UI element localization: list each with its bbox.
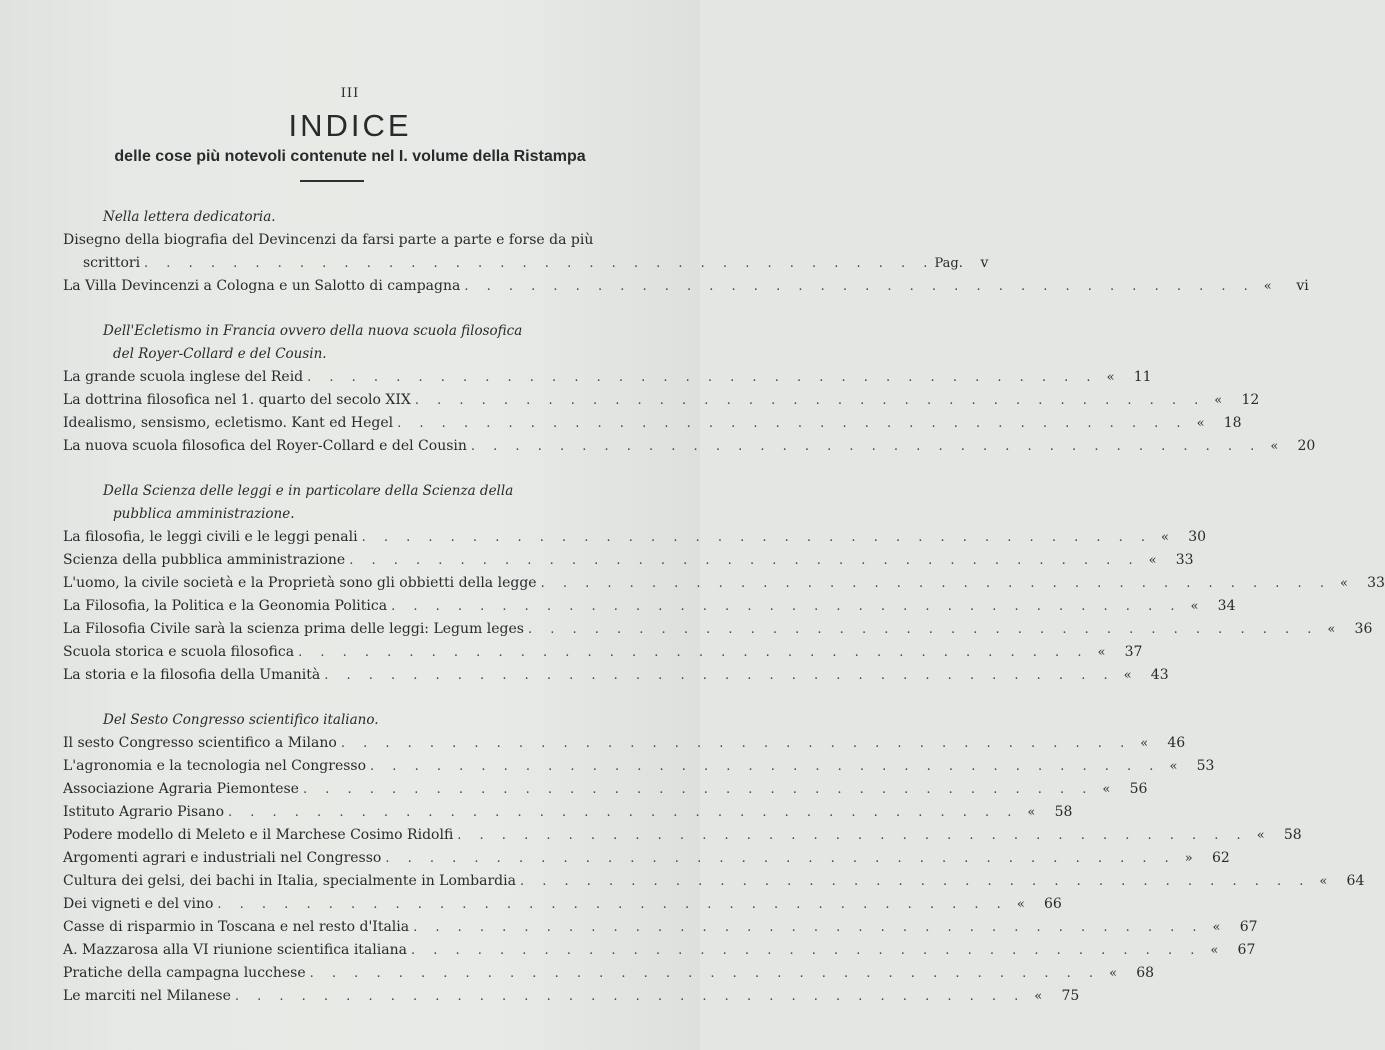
- leader-dots: . . . . . . . . . . . . . . . . . . . . . . . . . . . . . . . . . . . .: [414, 393, 1206, 408]
- page-ref: 12: [1241, 392, 1260, 408]
- entry-title: Scuola storica e scuola filosofica: [63, 644, 295, 660]
- toc-entry[interactable]: [63, 778, 1148, 801]
- page-prefix: «: [1256, 828, 1265, 843]
- page-ref: 20: [1297, 438, 1316, 454]
- page-prefix: «: [1210, 943, 1219, 958]
- entry-title: A. Mazzarosa alla VI riunione scientifica italiana: [63, 942, 407, 958]
- page-ref: v: [980, 255, 989, 271]
- entry-title: Casse di risparmio in Toscana e nel resto d'Italia: [63, 919, 410, 935]
- toc-entry[interactable]: [63, 664, 1169, 687]
- page-prefix: «: [1016, 897, 1025, 912]
- page-prefix: «: [1212, 920, 1221, 935]
- page-ref: 64: [1346, 873, 1365, 889]
- leader-dots: . . . . . . . . . . . . . . . . . . . . . . . . . . . . . . . . . . . .: [540, 576, 1331, 591]
- entry-title: Argomenti agrari e industriali nel Congresso: [63, 850, 382, 866]
- page-prefix: «: [1123, 668, 1132, 683]
- toc-entry[interactable]: [63, 847, 1230, 870]
- leader-dots: . . . . . . . . . . . . . . . . . . . . . . . . . . . . . . . . . . . .: [519, 874, 1311, 889]
- leader-dots: . . . . . . . . . . . . . . . . . . . . . . . . . . . . . . . . . . . .: [349, 553, 1140, 568]
- page-ref: 75: [1061, 988, 1080, 1004]
- section-heading-line: Nella lettera dedicatoria.: [103, 209, 276, 225]
- page-title: INDICE: [288, 108, 412, 143]
- page-ref: 30: [1188, 529, 1207, 545]
- page-prefix: «: [1270, 439, 1279, 454]
- toc-entry[interactable]: [63, 572, 1385, 595]
- section-heading-line: Del Sesto Congresso scientifico italiano.: [103, 712, 379, 728]
- page-ref: 66: [1043, 896, 1062, 912]
- page-prefix: «: [1339, 576, 1348, 591]
- leader-dots: . . . . . . . . . . . . . . . . . . . . . . . . . . . . . . . . . . . .: [228, 805, 1019, 820]
- leader-dots: . . . . . . . . . . . . . . . . . . . . . . . . . . . . . . . . . . . .: [144, 256, 935, 271]
- toc-entry[interactable]: [63, 641, 1143, 664]
- page-number: III: [340, 86, 360, 101]
- toc-entry[interactable]: [63, 893, 1062, 916]
- leader-dots: . . . . . . . . . . . . . . . . . . . . . . . . . . . . . . . . . . . .: [309, 966, 1101, 981]
- leader-dots: . . . . . . . . . . . . . . . . . . . . . . . . . . . . . . . . . . . .: [410, 943, 1202, 958]
- entry-title: Scienza della pubblica amministrazione: [63, 552, 346, 568]
- page-prefix: «: [1214, 393, 1223, 408]
- toc-entry[interactable]: [63, 435, 1316, 458]
- page-ref: 67: [1237, 942, 1256, 958]
- page-prefix: «: [1106, 370, 1115, 385]
- toc-section: [63, 480, 1385, 687]
- toc-entry[interactable]: [63, 549, 1194, 572]
- toc-entry[interactable]: [63, 252, 989, 275]
- leader-dots: . . . . . . . . . . . . . . . . . . . . . . . . . . . . . . . . . . . .: [298, 645, 1089, 660]
- leader-dots: . . . . . . . . . . . . . . . . . . . . . . . . . . . . . . . . . . . .: [464, 279, 1255, 294]
- page-ref: 11: [1133, 369, 1152, 385]
- toc-entry[interactable]: [63, 801, 1073, 824]
- page-ref: 53: [1196, 758, 1215, 774]
- section-heading: [63, 320, 603, 366]
- leader-dots: . . . . . . . . . . . . . . . . . . . . . . . . . . . . . . . . . . . .: [457, 828, 1248, 843]
- leader-dots: . . . . . . . . . . . . . . . . . . . . . . . . . . . . . . . . . . . .: [234, 989, 1026, 1004]
- entry-title: scrittori: [83, 255, 141, 271]
- toc-entry[interactable]: [63, 824, 1302, 847]
- leader-dots: . . . . . . . . . . . . . . . . . . . . . . . . . . . . . . . . . . . .: [302, 782, 1094, 797]
- entry-title: Dei vigneti e del vino: [63, 896, 214, 912]
- page-ref: 37: [1124, 644, 1143, 660]
- leader-dots: . . . . . . . . . . . . . . . . . . . . . . . . . . . . . . . . . . . .: [527, 622, 1319, 637]
- page-ref: 67: [1239, 919, 1258, 935]
- toc-entry[interactable]: [63, 526, 1207, 549]
- page-ref: 33: [1367, 575, 1385, 591]
- page-prefix: «: [1148, 553, 1157, 568]
- leader-dots: . . . . . . . . . . . . . . . . . . . . . . . . . . . . . . . . . . . .: [324, 668, 1115, 683]
- entry-title: Pratiche della campagna lucchese: [63, 965, 306, 981]
- toc-entry[interactable]: [63, 962, 1155, 985]
- page-ref: 34: [1217, 598, 1236, 614]
- page-prefix: «: [1161, 530, 1169, 545]
- page-prefix: «: [1097, 645, 1106, 660]
- entry-title: Le marciti nel Milanese: [63, 988, 231, 1004]
- page-subtitle: delle cose più notevoli contenute nel I. volume della Ristampa: [114, 148, 586, 165]
- page-ref: 58: [1054, 804, 1073, 820]
- page-prefix: »: [1184, 851, 1193, 866]
- entry-title: Il sesto Congresso scientifico a Milano: [63, 735, 337, 751]
- entry-title: La Villa Devincenzi a Cologna e un Salotto di campagna: [63, 278, 461, 294]
- toc-entry[interactable]: [63, 389, 1260, 412]
- page-prefix: «: [1102, 782, 1111, 797]
- section-heading: [63, 480, 603, 526]
- toc-entry[interactable]: [63, 985, 1080, 1008]
- page-ref: 58: [1283, 827, 1302, 843]
- toc-entry[interactable]: [63, 618, 1373, 641]
- page-ref: 62: [1211, 850, 1230, 866]
- page-prefix: «: [1109, 966, 1118, 981]
- entry-title: La Filosofia, la Politica e la Geonomia Politica: [63, 598, 388, 614]
- page-ref: 18: [1223, 415, 1242, 431]
- page-prefix: «: [1027, 805, 1036, 820]
- entry-title: Podere modello di Meleto e il Marchese Cosimo Ridolfi: [63, 827, 454, 843]
- entry-title: La Filosofia Civile sarà la scienza prima delle leggi: Legum leges: [63, 621, 524, 637]
- page-prefix: «: [1140, 736, 1149, 751]
- leader-dots: . . . . . . . . . . . . . . . . . . . . . . . . . . . . . . . . . . . .: [217, 897, 1008, 912]
- entry-title: La storia e la filosofia della Umanità: [63, 667, 321, 683]
- entry-title: Associazione Agraria Piemontese: [63, 781, 299, 797]
- entry-title: L'agronomia e la tecnologia nel Congresso: [63, 758, 367, 774]
- leader-dots: . . . . . . . . . . . . . . . . . . . . . . . . . . . . . . . . . . . .: [340, 736, 1132, 751]
- page-prefix: «: [1327, 622, 1336, 637]
- entry-title: La dottrina filosofica nel 1. quarto del secolo XIX: [63, 392, 411, 408]
- page-prefix: «: [1263, 279, 1272, 294]
- page-prefix: «: [1319, 874, 1328, 889]
- table-of-contents: [63, 206, 1385, 1030]
- page-ref: 33: [1175, 552, 1194, 568]
- toc-entry[interactable]: [63, 870, 1365, 893]
- leader-dots: . . . . . . . . . . . . . . . . . . . . . . . . . . . . . . . . . . . .: [385, 851, 1176, 866]
- leader-dots: . . . . . . . . . . . . . . . . . . . . . . . . . . . . . . . . . . . .: [307, 370, 1098, 385]
- page-prefix: «: [1196, 416, 1205, 431]
- toc-entry[interactable]: [63, 275, 1309, 298]
- section-heading-line: del Royer-Collard e del Cousin.: [113, 346, 327, 362]
- toc-entry[interactable]: [63, 755, 1215, 778]
- leader-dots: . . . . . . . . . . . . . . . . . . . . . . . . . . . . . . . . . . . .: [391, 599, 1182, 614]
- entry-title: La nuova scuola filosofica del Royer-Collard e del Cousin: [63, 438, 467, 454]
- toc-entry[interactable]: [63, 916, 1258, 939]
- entry-title: Idealismo, sensismo, ecletismo. Kant ed Hegel: [63, 415, 394, 431]
- leader-dots: . . . . . . . . . . . . . . . . . . . . . . . . . . . . . . . . . . . .: [470, 439, 1262, 454]
- section-heading: [63, 709, 603, 732]
- toc-entry[interactable]: [63, 732, 1186, 755]
- entry-title: La filosofia, le leggi civili e le leggi penali: [63, 529, 358, 545]
- title-divider: [300, 180, 364, 182]
- page-ref: 36: [1354, 621, 1373, 637]
- section-heading-line: Della Scienza delle leggi e in particolare della Scienza della: [103, 483, 514, 499]
- entry-title: Istituto Agrario Pisano: [63, 804, 224, 820]
- page-prefix: «: [1169, 759, 1178, 774]
- entry-title: La grande scuola inglese del Reid: [63, 369, 304, 385]
- toc-section: [63, 206, 1309, 298]
- section-heading-line: Dell'Ecletismo in Francia ovvero della nuova scuola filosofica: [103, 323, 523, 339]
- toc-entry-line: Disegno della biografia del Devincenzi da farsi parte a parte e forse da più: [63, 232, 594, 248]
- toc-section: [63, 320, 1316, 458]
- entry-title: Cultura dei gelsi, dei bachi in Italia, specialmente in Lombardia: [63, 873, 516, 889]
- page-ref: 46: [1167, 735, 1186, 751]
- leader-dots: . . . . . . . . . . . . . . . . . . . . . . . . . . . . . . . . . . . .: [370, 759, 1161, 774]
- toc-entry[interactable]: [63, 366, 1152, 389]
- toc-section: [63, 709, 1365, 1008]
- leader-dots: . . . . . . . . . . . . . . . . . . . . . . . . . . . . . . . . . . . .: [361, 530, 1153, 545]
- page-ref: 43: [1150, 667, 1169, 683]
- toc-entry[interactable]: [63, 939, 1256, 962]
- page-ref: vi: [1296, 278, 1309, 294]
- page-ref: 56: [1129, 781, 1148, 797]
- entry-title: L'uomo, la civile società e la Proprietà sono gli obbietti della legge: [63, 575, 537, 591]
- leader-dots: . . . . . . . . . . . . . . . . . . . . . . . . . . . . . . . . . . . .: [413, 920, 1204, 935]
- section-heading-line: pubblica amministrazione.: [113, 506, 295, 522]
- page-prefix: Pag.: [934, 256, 963, 271]
- toc-entry[interactable]: [63, 595, 1236, 618]
- section-heading: [63, 206, 603, 229]
- page-ref: 68: [1136, 965, 1155, 981]
- page-prefix: «: [1190, 599, 1199, 614]
- page-prefix: «: [1034, 989, 1043, 1004]
- leader-dots: . . . . . . . . . . . . . . . . . . . . . . . . . . . . . . . . . . . .: [397, 416, 1188, 431]
- toc-entry[interactable]: [63, 412, 1242, 435]
